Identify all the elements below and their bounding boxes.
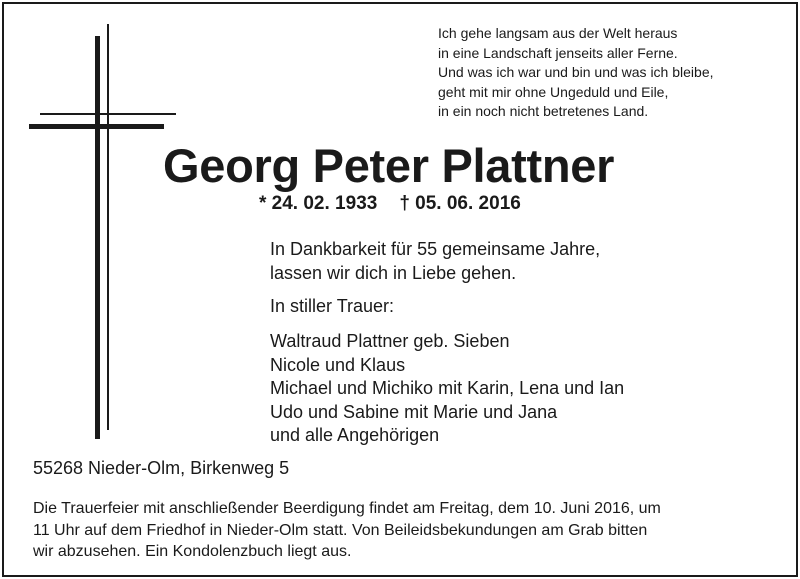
mourner-entry: Nicole und Klaus <box>270 354 406 375</box>
dedication <box>270 237 600 285</box>
mourner-entry: Michael und Michiko mit Karin, Lena und Ian <box>270 378 625 398</box>
notice-line: wir abzusehen. Ein Kondolenzbuch liegt aus. <box>33 543 352 560</box>
notice-line: 11 Uhr auf dem Friedhof in Nieder-Olm statt. Von Beileidsbekundungen am Grab bitten <box>33 521 648 539</box>
death-date: † 05. 06. 2016 <box>399 193 521 214</box>
dedication-line: In Dankbarkeit für 55 gemeinsame Jahre, <box>270 239 601 259</box>
cross-vertical-bar-thin <box>107 24 109 430</box>
mourner-entry: Waltraud Plattner geb. Sieben <box>270 331 510 351</box>
poem-line: Ich gehe langsam aus der Welt heraus <box>438 25 678 41</box>
life-dates <box>259 192 521 216</box>
mourners-list <box>270 330 624 448</box>
mourner-entry: und alle Angehörigen <box>270 425 440 445</box>
poem <box>438 24 778 122</box>
deceased-name: Georg Peter Plattner <box>163 139 615 192</box>
cross-horizontal-bar-thin <box>40 113 176 115</box>
birth-date: * 24. 02. 1933 <box>259 193 378 214</box>
family-address: 55268 Nieder-Olm, Birkenweg 5 <box>33 458 290 478</box>
poem-line: in eine Landschaft jenseits aller Ferne. <box>438 44 678 61</box>
mourning-heading: In stiller Trauer: <box>270 296 395 316</box>
mourner-entry: Udo und Sabine mit Marie und Jana <box>270 401 558 422</box>
cross-horizontal-bar-thick <box>29 124 164 129</box>
poem-line: geht mit mir ohne Ungeduld und Eile, <box>438 83 669 100</box>
poem-line: Und was ich war und bin und was ich bleibe, <box>438 64 714 80</box>
dedication-line: lassen wir dich in Liebe gehen. <box>270 263 517 283</box>
notice-line: Die Trauerfeier mit anschließender Beerdigung findet am Freitag, dem 10. Juni 2016, um <box>33 500 661 517</box>
funeral-notice <box>33 498 773 563</box>
cross-vertical-bar-thick <box>95 36 100 439</box>
poem-line: in ein noch nicht betretenes Land. <box>438 103 649 119</box>
